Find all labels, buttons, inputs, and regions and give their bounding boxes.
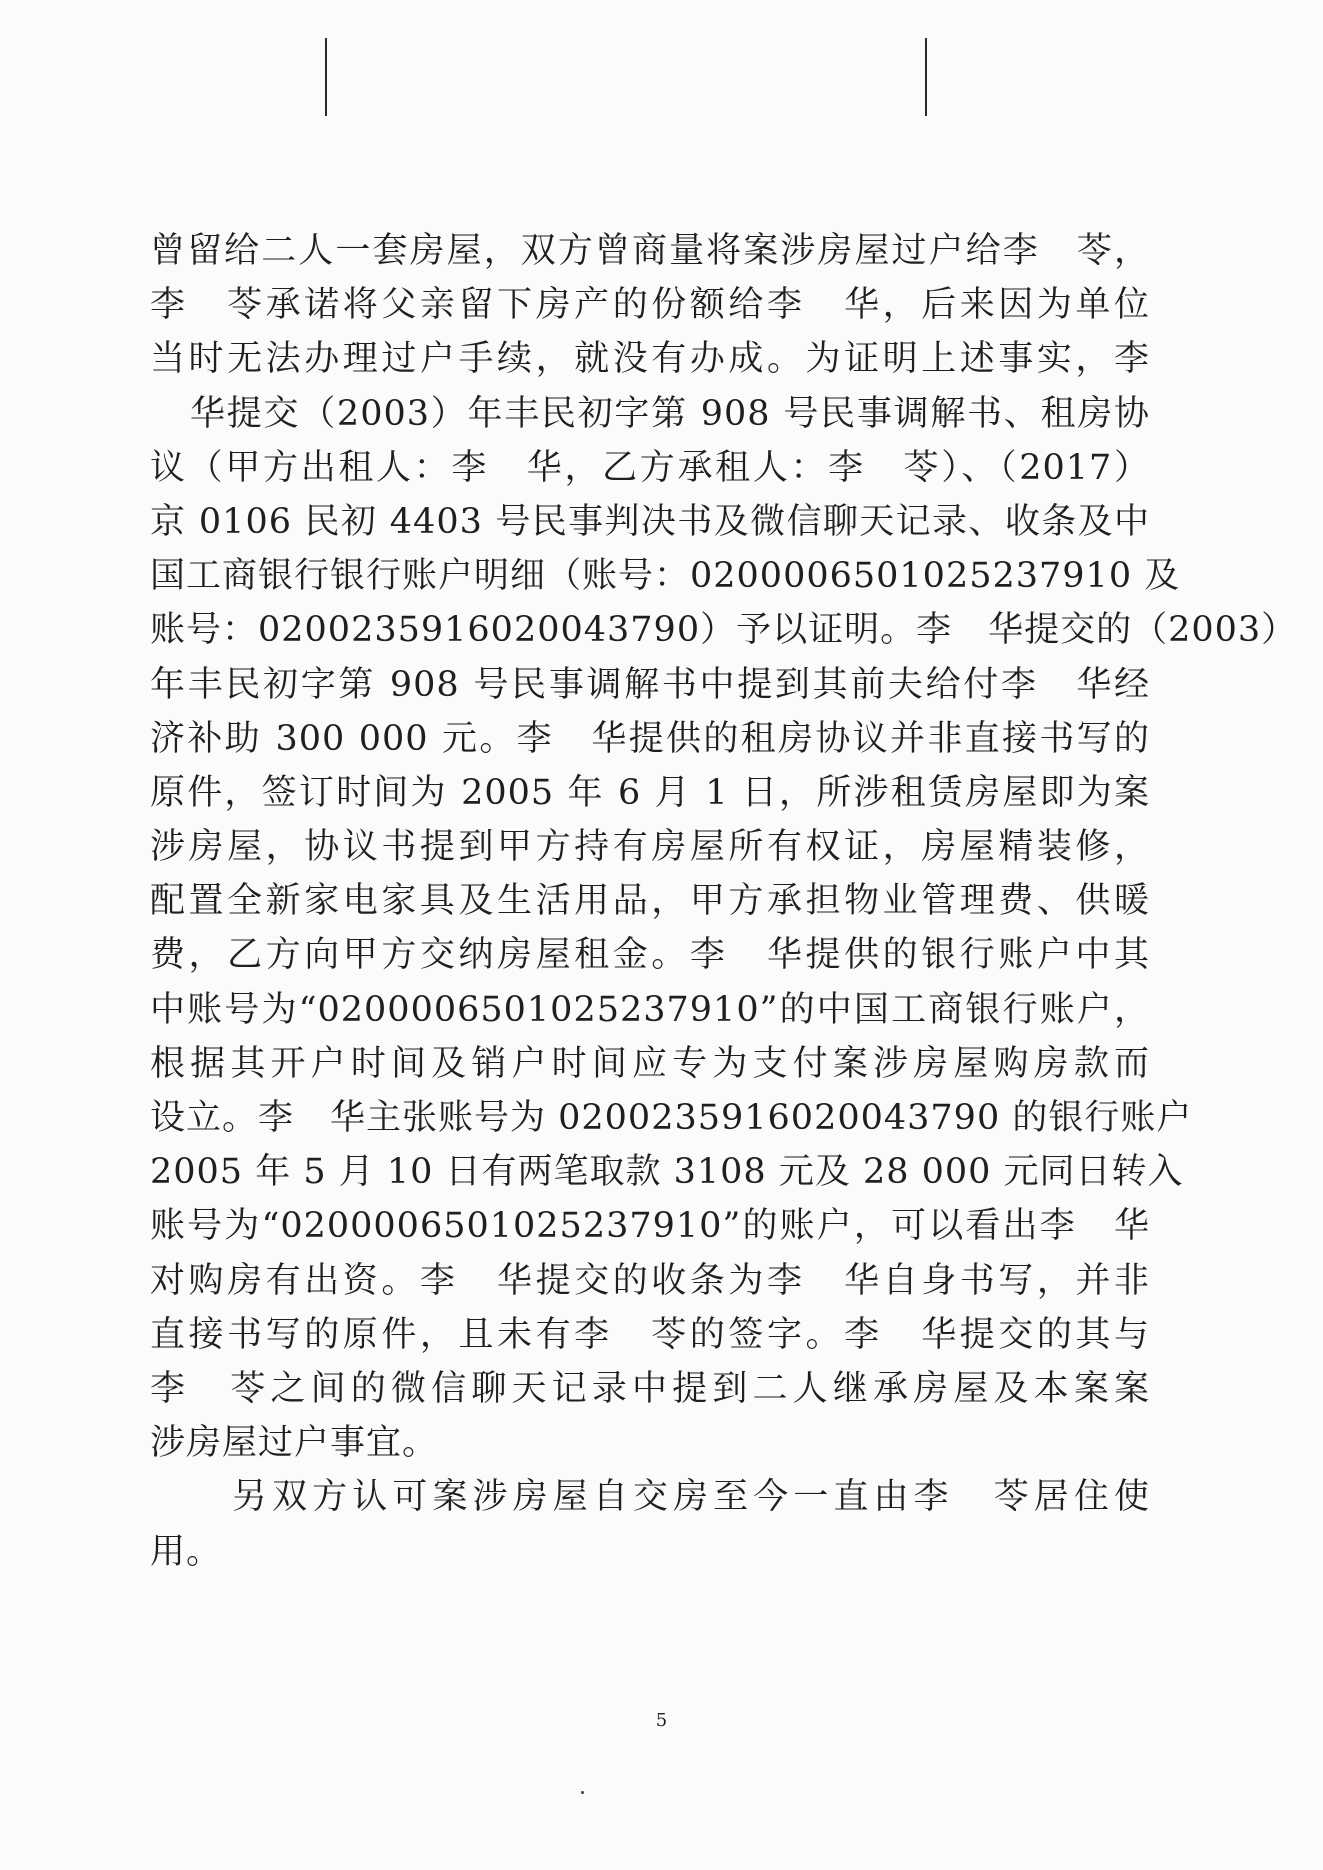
text-line-4: 华提交（2003）年丰民初字第 908 号民事调解书、租房协 (190, 393, 1150, 434)
text-line-15: 中账号为“0200006501025237910”的中国工商银行账户， (150, 989, 1150, 1030)
text-line-16: 根据其开户时间及销户时间应专为支付案涉房屋购房款而 (150, 1043, 1150, 1084)
text-line-6: 京 0106 民初 4403 号民事判决书及微信聊天记录、收条及中 (150, 501, 1150, 542)
binding-line-right (925, 38, 927, 116)
binding-line-left (325, 38, 327, 116)
text-line-1: 曾留给二人一套房屋，双方曾商量将案涉房屋过户给李 苓， (150, 231, 1150, 271)
text-line-21: 直接书写的原件，且未有李 苓的签字。李 华提交的其与 (150, 1314, 1150, 1355)
text-line-9: 年丰民初字第 908 号民事调解书中提到其前夫给付李 华经 (150, 664, 1150, 705)
text-line-11: 原件，签订时间为 2005 年 6 月 1 日，所涉租赁房屋即为案 (150, 772, 1150, 813)
text-line-17: 设立。李 华主张账号为 0200235916020043790 的银行账户 (150, 1098, 1193, 1138)
scan-artifact-dot (581, 1791, 584, 1794)
text-line-2: 李 苓承诺将父亲留下房产的份额给李 华，后来因为单位 (150, 285, 1150, 326)
text-line-5: 议（甲方出租人：李 华，乙方承租人：李 苓）、（2017） (150, 447, 1150, 488)
text-line-8: 账号：0200235916020043790）予以证明。李 华提交的（2003） (150, 610, 1298, 651)
page-number: 5 (655, 1710, 668, 1731)
text-line-25: 用。 (150, 1531, 223, 1572)
text-line-12: 涉房屋，协议书提到甲方持有房屋所有权证，房屋精装修， (150, 827, 1150, 868)
text-line-14: 费，乙方向甲方交纳房屋租金。李 华提供的银行账户中其 (150, 935, 1150, 976)
text-line-22: 李 苓之间的微信聊天记录中提到二人继承房屋及本案案 (150, 1368, 1150, 1409)
document-body (150, 224, 1298, 1579)
text-line-20: 对购房有出资。李 华提交的收条为李 华自身书写，并非 (150, 1260, 1150, 1301)
text-line-18: 2005 年 5 月 10 日有两笔取款 3108 元及 28 000 元同日转入 (150, 1152, 1184, 1193)
text-line-3: 当时无法办理过户手续，就没有办成。为证明上述事实，李 (150, 339, 1150, 380)
text-line-13: 配置全新家电家具及生活用品，甲方承担物业管理费、供暖 (150, 881, 1150, 922)
text-line-7: 国工商银行银行账户明细（账号：0200006501025237910 及 (150, 556, 1181, 597)
text-line-24: 另双方认可案涉房屋自交房至今一直由李 苓居住使 (232, 1477, 1150, 1518)
text-line-19: 账号为“0200006501025237910”的账户，可以看出李 华 (150, 1206, 1150, 1247)
text-line-23: 涉房屋过户事宜。 (150, 1423, 439, 1464)
text-line-10: 济补助 300 000 元。李 华提供的租房协议并非直接书写的 (150, 718, 1150, 759)
